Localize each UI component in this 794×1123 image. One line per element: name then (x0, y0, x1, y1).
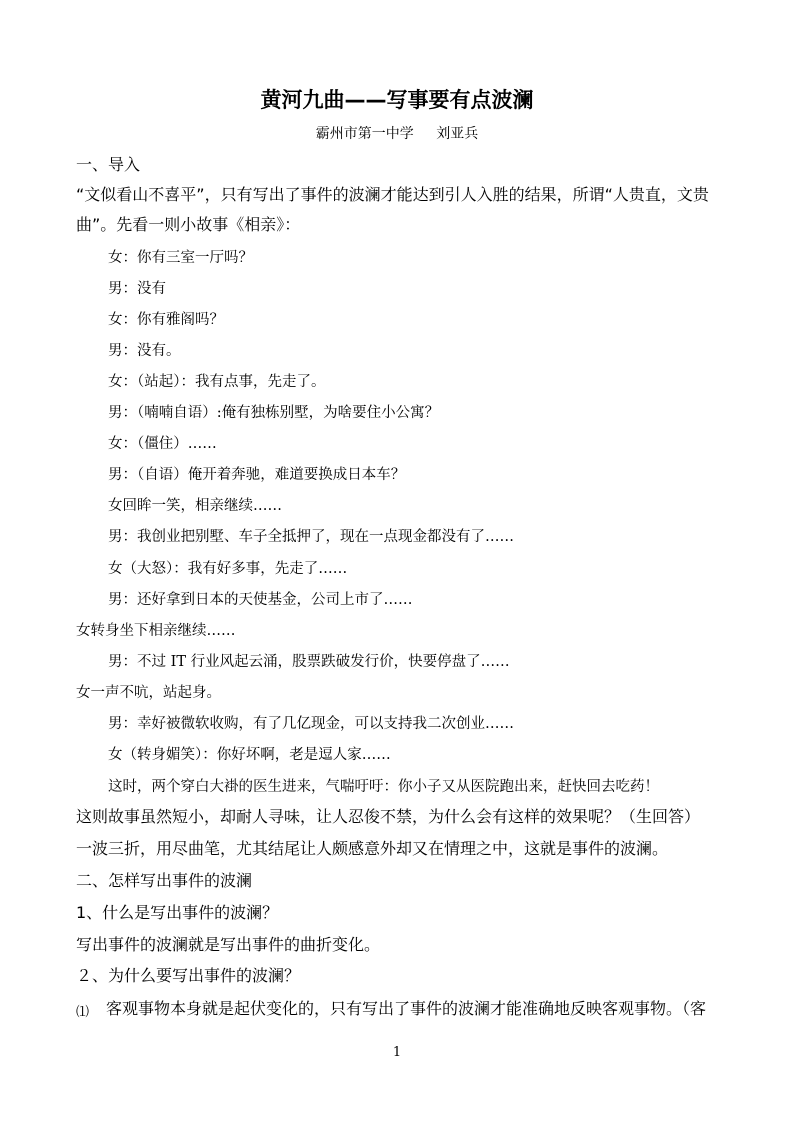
dialogue-line: 男：不过 IT 行业风起云涌，股票跌破发行价，快要停盘了…… (108, 654, 510, 670)
author-line: 霸州市第一中学 刘亚兵 (315, 126, 479, 142)
subheading-what-answer: 写出事件的波澜就是写出事件的曲折变化。 (76, 935, 381, 954)
dialogue-line: 男：还好拿到日本的天使基金，公司上市了…… (108, 592, 413, 608)
dialogue-line: 女回眸一笑，相亲继续…… (108, 498, 282, 514)
dialogue-line: 女：（站起）：我有点事，先走了。 (108, 374, 326, 390)
dialogue-line: 这时，两个穿白大褂的医生进来，气喘吁吁：你小子又从医院跑出来，赶快回去吃药！ (108, 779, 659, 795)
list-marker: ⑴ (76, 1005, 90, 1020)
dialogue-line: 女（大怒）：我有好多事，先走了…… (108, 561, 348, 577)
dialogue-line: 男：（自语）俺开着奔驰，难道要换成日本车？ (108, 467, 406, 483)
dialogue-line: 男：（喃喃自语）:俺有独栋别墅，为啥要住小公寓？ (108, 405, 440, 421)
section-heading-intro: 一、导入 (76, 155, 141, 174)
dialogue-line: 女一声不吭，站起身。 (76, 685, 221, 701)
intro-paragraph-line-2: 曲”。先看一则小故事《相亲》： (76, 215, 301, 234)
dialogue-line: 女转身坐下相亲继续…… (76, 623, 236, 639)
dialogue-line: 男：我创业把别墅、车子全抵押了，现在一点现金都没有了…… (108, 529, 514, 545)
dialogue-line: 女：（僵住）…… (108, 436, 217, 452)
question-line: 这则故事虽然短小，却耐人寻味，让人忍俊不禁，为什么会有这样的效果呢？（生回答） (76, 807, 701, 826)
page-number: 1 (392, 1045, 402, 1060)
dialogue-line: 女：你有三室一厅吗？ (108, 250, 253, 266)
subheading-why: ２、为什么要写出事件的波澜？ (76, 966, 301, 985)
intro-paragraph-line-1: “文似看山不喜平”，只有写出了事件的波澜才能达到引人入胜的结果，所谓“人贵直，文贵 (76, 185, 709, 204)
dialogue-line: 男：没有。 (108, 343, 181, 359)
document-title: 黄河九曲——写事要有点波澜 (260, 88, 534, 112)
answer-line: 一波三折，用尽曲笔，尤其结尾让人颇感意外却又在情理之中，这就是事件的波澜。 (76, 839, 669, 858)
dialogue-line: 男：幸好被微软收购，有了几亿现金，可以支持我二次创业…… (108, 716, 514, 732)
dialogue-line: 男：没有 (108, 281, 166, 297)
section-heading-how: 二、怎样写出事件的波澜 (76, 871, 253, 890)
point-1-text: 客观事物本身就是起伏变化的，只有写出了事件的波澜才能准确地反映客观事物。（客 (106, 999, 707, 1018)
subheading-what: 1、什么是写出事件的波澜？ (76, 903, 279, 922)
dialogue-line: 女（转身媚笑）：你好坏啊，老是逗人家…… (108, 747, 391, 763)
dialogue-line: 女：你有雅阁吗？ (108, 312, 224, 328)
